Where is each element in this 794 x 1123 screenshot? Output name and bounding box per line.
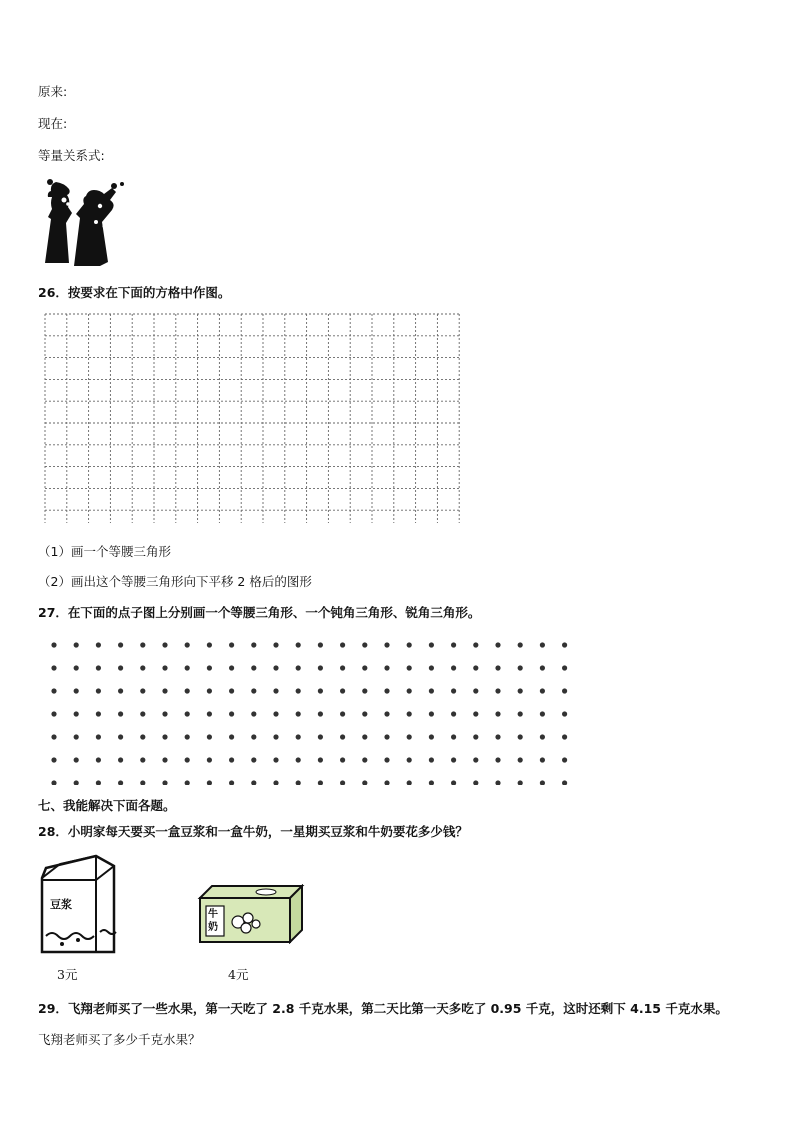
q29-line1: 29．飞翔老师买了一些水果，第一天吃了 2.8 千克水果，第二天比第一天多吃了 0.95 千克，这时还剩下 4.15 千克水果。 <box>38 1001 728 1016</box>
original-label: 原来: <box>38 84 68 99</box>
grid-dot <box>207 757 212 762</box>
grid-dot <box>540 780 545 785</box>
grid-dot <box>296 734 301 739</box>
q28-title: 28．小明家每天要买一盒豆浆和一盒牛奶，一星期买豆浆和牛奶要花多少钱？ <box>38 824 468 839</box>
grid-dot <box>118 642 123 647</box>
grid-dot <box>251 780 256 785</box>
q26-sub2: （2）画出这个等腰三角形向下平移 2 格后的图形 <box>38 574 312 589</box>
grid-dot <box>74 711 79 716</box>
grid-dot <box>340 780 345 785</box>
grid-dot <box>473 757 478 762</box>
grid-dot <box>495 711 500 716</box>
grid-dot <box>318 665 323 670</box>
grid-dot <box>318 688 323 693</box>
grid-dot <box>229 780 234 785</box>
grid-dot <box>51 688 56 693</box>
grid-dot <box>185 757 190 762</box>
dashed-grid-svg <box>44 313 464 523</box>
grid-dot <box>51 711 56 716</box>
grid-dot <box>518 734 523 739</box>
grid-dot <box>451 711 456 716</box>
grid-dot <box>118 711 123 716</box>
grid-dot <box>251 688 256 693</box>
grid-dot <box>273 757 278 762</box>
grid-dot <box>318 780 323 785</box>
grid-dot <box>340 688 345 693</box>
grid-dot <box>407 688 412 693</box>
grid-dot <box>540 665 545 670</box>
grid-dot <box>51 642 56 647</box>
grid-dot <box>185 780 190 785</box>
grid-dot <box>162 734 167 739</box>
grid-dot <box>518 642 523 647</box>
grid-dot <box>562 688 567 693</box>
grid-dot <box>162 711 167 716</box>
grid-dot <box>340 665 345 670</box>
grid-dot <box>51 665 56 670</box>
grid-dot <box>185 688 190 693</box>
grid-dot <box>562 665 567 670</box>
milk-box-label: 牛奶 <box>208 909 218 933</box>
grid-dot <box>540 734 545 739</box>
grid-dot <box>140 734 145 739</box>
q29-line2: 飞翔老师买了多少千克水果？ <box>38 1032 201 1047</box>
grid-dot <box>473 780 478 785</box>
grid-dot <box>340 757 345 762</box>
grid-dot <box>74 780 79 785</box>
grid-dot <box>296 780 301 785</box>
grid-dot <box>362 780 367 785</box>
grid-dot <box>74 642 79 647</box>
grid-dot <box>407 665 412 670</box>
grid-dot <box>362 665 367 670</box>
grid-dot <box>362 642 367 647</box>
grid-dot <box>251 711 256 716</box>
grid-dot <box>140 780 145 785</box>
grid-dot <box>495 665 500 670</box>
grid-dot <box>451 688 456 693</box>
grid-dot <box>407 757 412 762</box>
grid-dot <box>407 734 412 739</box>
grid-dot <box>562 734 567 739</box>
grid-dot <box>451 780 456 785</box>
grid-dot <box>473 688 478 693</box>
grid-dot <box>74 688 79 693</box>
grid-dot <box>518 688 523 693</box>
q27-title: 27．在下面的点子图上分别画一个等腰三角形、一个钝角三角形、锐角三角形。 <box>38 605 481 620</box>
now-label: 现在: <box>38 116 68 131</box>
grid-dot <box>318 734 323 739</box>
grid-dot <box>540 642 545 647</box>
milk-box-image <box>196 884 306 944</box>
grid-dot <box>162 665 167 670</box>
grid-dot <box>495 734 500 739</box>
grid-dot <box>207 688 212 693</box>
grid-dot <box>96 665 101 670</box>
grid-dot <box>273 665 278 670</box>
grid-dot <box>162 780 167 785</box>
grid-dot <box>451 757 456 762</box>
grid-dot <box>162 757 167 762</box>
grid-dot <box>429 711 434 716</box>
grid-dot <box>340 711 345 716</box>
grid-dot <box>229 734 234 739</box>
grid-dot <box>229 757 234 762</box>
grid-dot <box>407 780 412 785</box>
grid-dot <box>296 688 301 693</box>
grid-dot <box>296 757 301 762</box>
grid-dot <box>229 642 234 647</box>
soymilk-carton-label: 豆浆 <box>50 898 72 911</box>
grid-dot <box>340 642 345 647</box>
grid-dot <box>229 665 234 670</box>
grid-dot <box>273 642 278 647</box>
grid-dot <box>96 642 101 647</box>
grid-dot <box>118 688 123 693</box>
grid-dot <box>118 734 123 739</box>
grid-dot <box>451 642 456 647</box>
grid-dot <box>495 642 500 647</box>
grid-dot <box>362 688 367 693</box>
grid-dot <box>207 642 212 647</box>
grid-dot <box>362 734 367 739</box>
grid-dot <box>384 688 389 693</box>
grid-dot <box>96 780 101 785</box>
grid-dot <box>562 711 567 716</box>
grid-dot <box>384 711 389 716</box>
grid-dot <box>318 642 323 647</box>
grid-dot <box>207 734 212 739</box>
soymilk-price: 3元 <box>57 967 78 982</box>
grid-dot <box>562 780 567 785</box>
grid-dot <box>562 757 567 762</box>
q26-title: 26．按要求在下面的方格中作图。 <box>38 285 231 300</box>
grid-dot <box>140 665 145 670</box>
grid-dot <box>473 734 478 739</box>
grid-dot <box>251 642 256 647</box>
grid-dot <box>273 734 278 739</box>
grid-dot <box>51 757 56 762</box>
milk-price: 4元 <box>228 967 249 982</box>
grid-dot <box>251 757 256 762</box>
grid-dot <box>162 688 167 693</box>
grid-dot <box>473 665 478 670</box>
grid-dot <box>451 734 456 739</box>
grid-dot <box>540 711 545 716</box>
grid-dot <box>74 734 79 739</box>
grid-dot <box>384 665 389 670</box>
grid-dot <box>296 711 301 716</box>
grid-dot <box>140 711 145 716</box>
silhouette-figures-image <box>42 176 127 268</box>
grid-dot <box>74 665 79 670</box>
grid-dot <box>562 642 567 647</box>
grid-dot <box>518 780 523 785</box>
grid-dot <box>473 711 478 716</box>
grid-dot <box>51 734 56 739</box>
section7-title: 七、我能解决下面各题。 <box>38 798 176 813</box>
grid-dot <box>451 665 456 670</box>
grid-dot <box>495 757 500 762</box>
grid-dot <box>495 780 500 785</box>
grid-dot <box>185 711 190 716</box>
grid-dot <box>384 780 389 785</box>
grid-dot <box>96 734 101 739</box>
grid-dot <box>118 757 123 762</box>
grid-dot <box>140 757 145 762</box>
grid-dot <box>140 642 145 647</box>
grid-dot <box>273 780 278 785</box>
grid-dot <box>185 642 190 647</box>
dot-grid[interactable] <box>44 635 584 785</box>
grid-dot <box>51 780 56 785</box>
grid-dot <box>540 688 545 693</box>
grid-dot <box>318 711 323 716</box>
grid-dot <box>429 688 434 693</box>
grid-dot <box>540 757 545 762</box>
grid-dot <box>362 711 367 716</box>
grid-dot <box>251 665 256 670</box>
grid-dot <box>473 642 478 647</box>
grid-dot <box>518 757 523 762</box>
grid-dot <box>429 665 434 670</box>
grid-dot <box>429 642 434 647</box>
grid-dot <box>229 688 234 693</box>
grid-dot <box>96 711 101 716</box>
grid-dot <box>118 780 123 785</box>
grid-dot <box>229 711 234 716</box>
grid-dot <box>296 665 301 670</box>
grid-dot <box>495 688 500 693</box>
grid-dot <box>384 757 389 762</box>
grid-dot <box>207 665 212 670</box>
dot-grid-svg <box>44 635 584 785</box>
grid-dot <box>318 757 323 762</box>
grid-dot <box>273 711 278 716</box>
grid-dot <box>340 734 345 739</box>
grid-dot <box>429 734 434 739</box>
grid-dot <box>118 665 123 670</box>
grid-dot <box>207 780 212 785</box>
grid-dot <box>384 734 389 739</box>
grid-dot <box>429 780 434 785</box>
dashed-grid[interactable] <box>44 313 464 523</box>
q26-sub1: （1）画一个等腰三角形 <box>38 544 171 559</box>
grid-dot <box>407 711 412 716</box>
grid-dot <box>296 642 301 647</box>
grid-dot <box>273 688 278 693</box>
grid-dot <box>207 711 212 716</box>
grid-dot <box>140 688 145 693</box>
grid-dot <box>74 757 79 762</box>
grid-dot <box>384 642 389 647</box>
grid-dot <box>96 757 101 762</box>
grid-dot <box>429 757 434 762</box>
grid-dot <box>518 711 523 716</box>
grid-dot <box>251 734 256 739</box>
grid-dot <box>96 688 101 693</box>
grid-dot <box>185 665 190 670</box>
grid-dot <box>362 757 367 762</box>
equation-label: 等量关系式: <box>38 148 105 163</box>
grid-dot <box>162 642 167 647</box>
grid-dot <box>407 642 412 647</box>
soymilk-carton-image <box>38 852 122 956</box>
grid-dot <box>185 734 190 739</box>
grid-dot <box>518 665 523 670</box>
